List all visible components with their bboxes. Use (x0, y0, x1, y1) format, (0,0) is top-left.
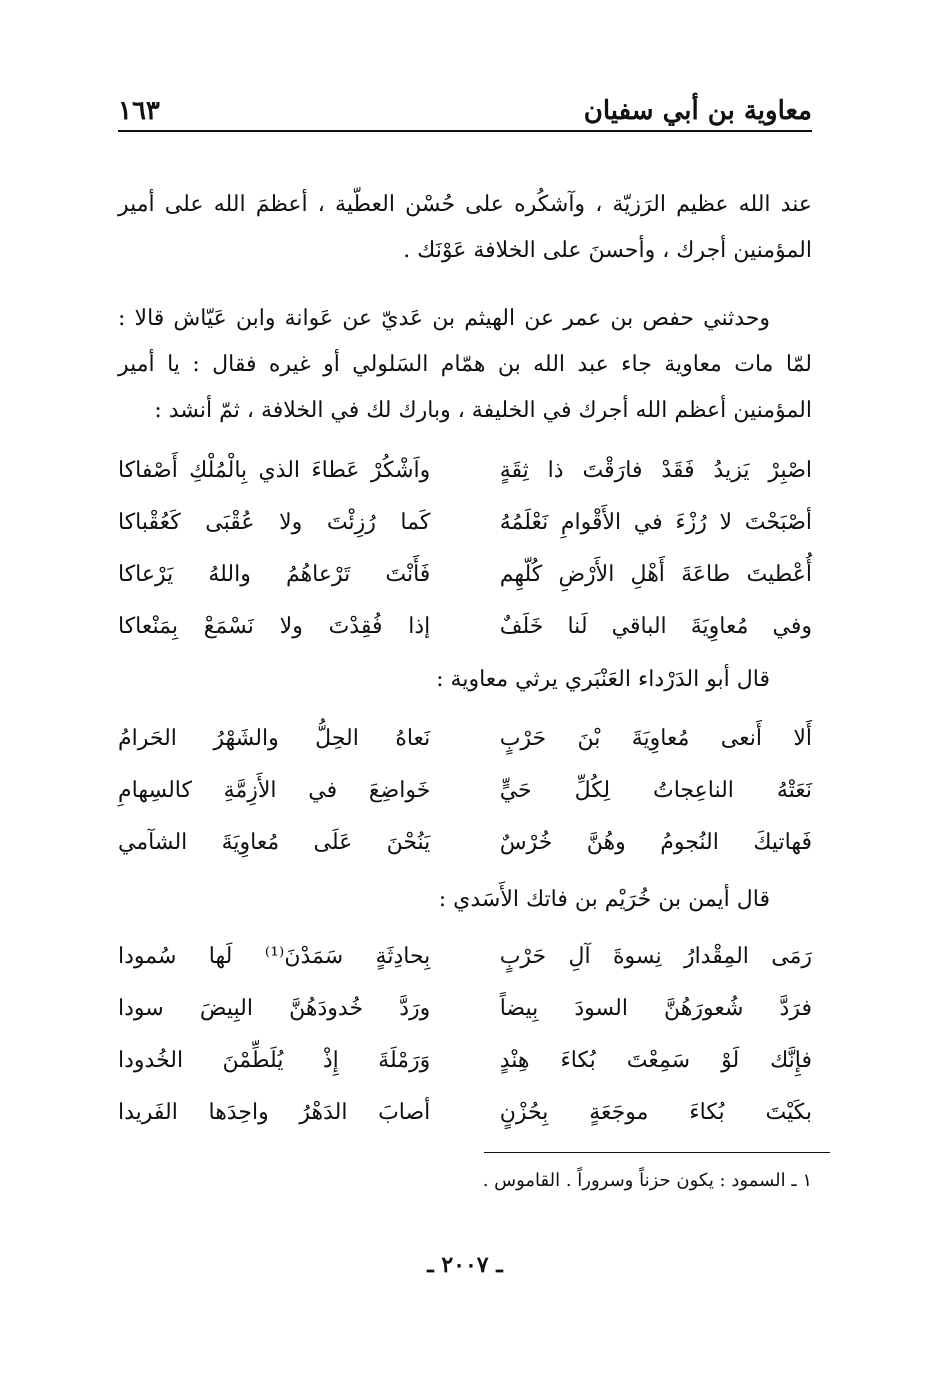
verse (118, 1034, 812, 1086)
running-title: معاوية بن أبي سفيان (583, 96, 812, 126)
verse-first-hemistich: فرَدَّ شُعورَهُنَّ السودَ بِيضاً (499, 995, 812, 1021)
verse-second-hemistich: أصابَ الدَهْرُ واحِدَها الفَريدا (118, 1099, 431, 1125)
verse-second-hemistich: وَرَمْلَةَ إِذْ يُلَطِّمْنَ الخُدودا (118, 1047, 431, 1073)
verse-second-hemistich: نَعاهُ الحِلُّ والشَهْرُ الحَرامُ (118, 725, 431, 751)
verse-first-hemistich: أُعْطيتَ طاعَةَ أَهْلِ الأَرْضِ كُلّهِم (499, 561, 812, 587)
poem-1 (118, 444, 812, 652)
verse-first-hemistich: أَلا أَنعى مُعاوِيَةَ بْنَ حَرْبٍ (499, 725, 812, 751)
verse-second-hemistich: واَشْكُرْ عَطاءَ الذي بِالْمُلْكِ أَصْفاكا (118, 457, 431, 483)
verse (118, 816, 812, 868)
verse (118, 548, 812, 600)
verse-first-hemistich: اصْبِرْ يَزيدُ فَقَدْ فارَقْتَ ذا ثِقَةٍ (499, 457, 812, 483)
verse-first-hemistich: رَمَى المِقْدارُ نِسوةَ آلِ حَرْبٍ (499, 943, 812, 969)
verse (118, 930, 812, 982)
paragraph-text: وحدثني حفص بن عمر عن الهيثم بن عَديّ عن عَوانة وابن عَيّاش قالا : لمّا مات معاوية جاء عبد الله بن همّام السَلولي أو غيره فقال : يا أمير المؤمنين أعظم الله أجرك في الخليفة ، وبارك لك في الخلافة ، ثمّ أنشد : (118, 306, 812, 423)
verse-first-hemistich: نَعَتْهُ الناعِجاتُ لِكُلِّ حَيٍّ (499, 777, 812, 803)
verse-second-hemistich: يَنُحْنَ عَلَى مُعاوِيَةَ الشآمي (118, 829, 431, 855)
folio-number: ـ ٢٠٠٧ ـ (427, 1252, 503, 1278)
footnote: ١ ـ السمود : يكون حزناً وسروراً . القاموس . (482, 1170, 812, 1191)
verse (118, 1086, 812, 1138)
header-rule (118, 130, 812, 132)
verse-second-hemistich: كَما رُزِئْتَ ولا عُقْبَى كَعُقْباكا (118, 509, 431, 535)
verse-first-hemistich: فَهاتيكَ النُجومُ وهُنَّ خُرْسٌ (499, 829, 812, 855)
verse-first-hemistich: بكَيْتَ بُكاءَ موجَعَةٍ بِحُزْنٍ (499, 1099, 812, 1125)
paragraph-2 (118, 296, 812, 434)
verse (118, 712, 812, 764)
page-number: ١٦٣ (118, 96, 160, 126)
verse (118, 496, 812, 548)
verse-first-hemistich: فإِنَّك لَوْ سَمِعْتَ بُكاءَ هِنْدٍ (499, 1047, 812, 1073)
poem-2 (118, 712, 812, 868)
verse-first-hemistich: أصْبَحْتَ لا رُزْءَ في الأَقْوامِ نَعْلَمُهُ (499, 509, 812, 535)
paragraph-1 (118, 182, 812, 274)
verse-second-hemistich: فَأَنْتَ تَرْعاهُمُ واللهُ يَرْعاكا (118, 561, 431, 587)
verse (118, 764, 812, 816)
verse (118, 600, 812, 652)
page-header (118, 82, 812, 126)
verse-second-hemistich: خَواضِعَ في الأَزِمَّةِ كالسِهامِ (118, 777, 431, 803)
verse-second-hemistich: ورَدَّ خُدودَهُنَّ البِيضَ سودا (118, 995, 431, 1021)
verse-second-hemistich: بِحادِثَةٍ سَمَدْنَ⁽¹⁾ لَها سُمودا (118, 943, 431, 969)
verse (118, 982, 812, 1034)
verse-first-hemistich: وفي مُعاوِيَةَ الباقي لَنا خَلَفٌ (499, 613, 812, 639)
footnote-rule (484, 1152, 830, 1153)
poem-3-intro: قال أيمن بن خُرَيْم بن فاتك الأَسَدي : (438, 887, 770, 912)
poem-2-intro: قال أبو الدَرْداء العَنْبَري يرثي معاوية : (436, 667, 770, 692)
verse-second-hemistich: إذا فُقِدْتَ ولا نَسْمَعْ بِمَنْعاكا (118, 613, 431, 639)
poem-3 (118, 930, 812, 1138)
verse (118, 444, 812, 496)
paragraph-text: عند الله عظيم الرَزيّة ، وآشكُره على حُسْن العطّية ، أعظمَ الله على أمير المؤمنين أجرك ، وأحسنَ على الخلافة عَوْنَك . (118, 192, 812, 263)
